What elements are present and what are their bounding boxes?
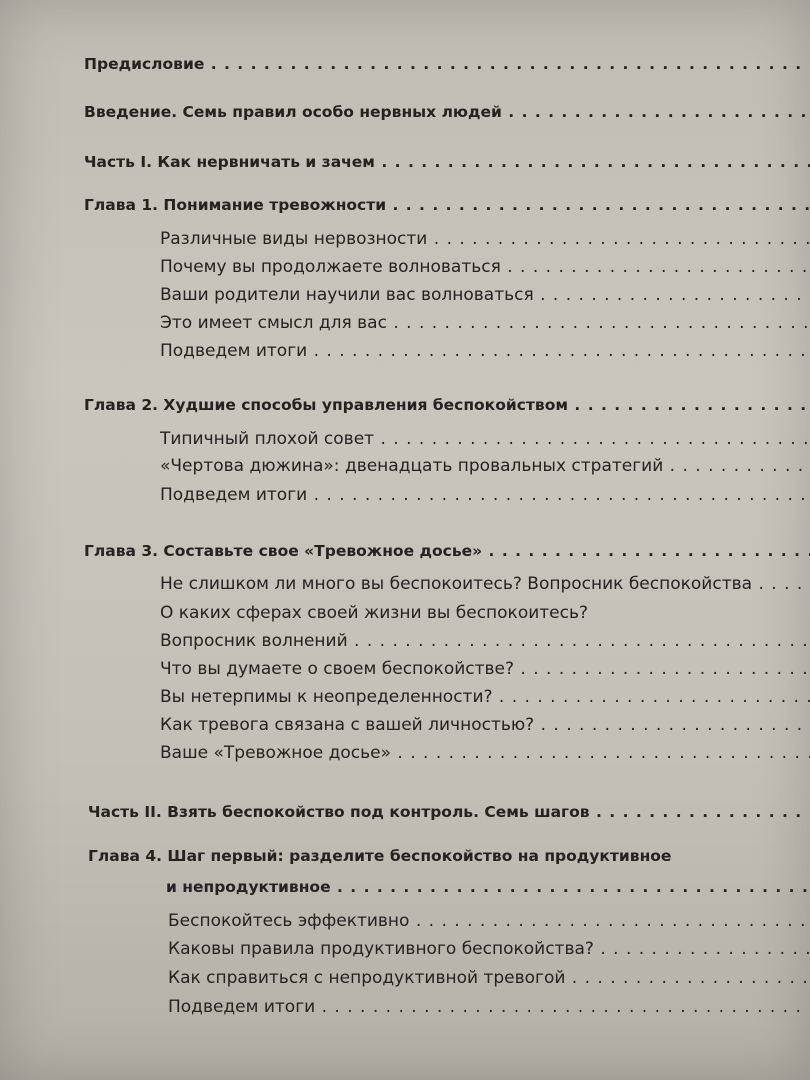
toc-entry-section: Типичный плохой совет . . . [160, 429, 810, 449]
leader-dots [502, 103, 810, 121]
toc-entry-section: Ваши родители научили вас волноваться . . . [160, 285, 810, 305]
leader-dots [663, 456, 810, 476]
leader-dots [534, 285, 810, 305]
toc-entry-section: Вы нетерпимы к неопределенности? . . . [160, 687, 810, 707]
leader-dots [331, 878, 810, 896]
leader-dots [590, 803, 810, 821]
toc-entry-section: Вопросник волнений . . . [160, 631, 810, 651]
toc-entry-section: Почему вы продолжаете волноваться . . . [160, 257, 810, 277]
toc-entry-introduction: Введение. Семь правил особо нервных людей . . . [84, 102, 810, 122]
toc-entry-chapter-2: Глава 2. Худшие способы управления беспокойством . . . [84, 395, 810, 415]
leader-dots [391, 743, 810, 763]
leader-dots [348, 631, 810, 651]
toc-entry-section: Каковы правила продуктивного беспокойства? . . . [168, 939, 810, 959]
toc-entry-section: Это имеет смысл для вас . . . [160, 313, 810, 333]
leader-dots [307, 485, 810, 505]
toc-entry-section: Как справиться с непродуктивной тревогой . . . [168, 968, 810, 988]
toc-entry-section: «Чертова дюжина»: двенадцать провальных стратегий . . . [160, 456, 810, 476]
toc-entry-chapter-1: Глава 1. Понимание тревожности . . . [84, 195, 810, 215]
toc-entry-section: Подведем итоги . . . [160, 485, 810, 505]
leader-dots [534, 715, 810, 735]
toc-entry-section: Различные виды нервозности . . . [160, 229, 810, 249]
toc-entry-foreword: Предисловие . . . [84, 54, 810, 74]
leader-dots [374, 429, 810, 449]
leader-dots [568, 396, 810, 414]
leader-dots [594, 939, 810, 959]
leader-dots [752, 574, 810, 594]
toc-entry-section: Что вы думаете о своем беспокойстве? . . . [160, 659, 810, 679]
leader-dots [409, 911, 810, 931]
leader-dots [315, 997, 810, 1017]
leader-dots [375, 153, 810, 171]
toc-entry-section: Ваше «Тревожное досье» . . . [160, 743, 810, 763]
leader-dots [514, 659, 810, 679]
leader-dots [493, 687, 810, 707]
toc-entry-part-2: Часть II. Взять беспокойство под контроль. Семь шагов . . . [88, 802, 810, 822]
leader-dots [386, 196, 810, 214]
leader-dots [565, 968, 810, 988]
toc-entry-section: Подведем итоги . . . [160, 341, 810, 361]
leader-dots [501, 257, 810, 277]
leader-dots [482, 542, 810, 560]
toc-entry-section: О каких сферах своей жизни вы беспокоитесь? [160, 603, 589, 623]
toc-entry-chapter-3: Глава 3. Составьте свое «Тревожное досье» . . . [84, 541, 810, 561]
toc-entry-chapter-4-cont: и непродуктивное . . . [166, 877, 810, 897]
toc-entry-part-1: Часть I. Как нервничать и зачем . . . [84, 152, 810, 172]
toc-entry-chapter-4: Глава 4. Шаг первый: разделите беспокойство на продуктивное [88, 847, 672, 865]
toc-entry-section: Подведем итоги . . . [168, 997, 810, 1017]
leader-dots [387, 313, 810, 333]
leader-dots [427, 229, 810, 249]
toc-entry-section: Не слишком ли много вы беспокоитесь? Вопросник беспокойства . . . [160, 574, 810, 594]
toc-entry-section: Как тревога связана с вашей личностью? . . . [160, 715, 810, 735]
leader-dots [307, 341, 810, 361]
toc-entry-section: Беспокойтесь эффективно . . . [168, 911, 810, 931]
leader-dots [204, 55, 810, 73]
